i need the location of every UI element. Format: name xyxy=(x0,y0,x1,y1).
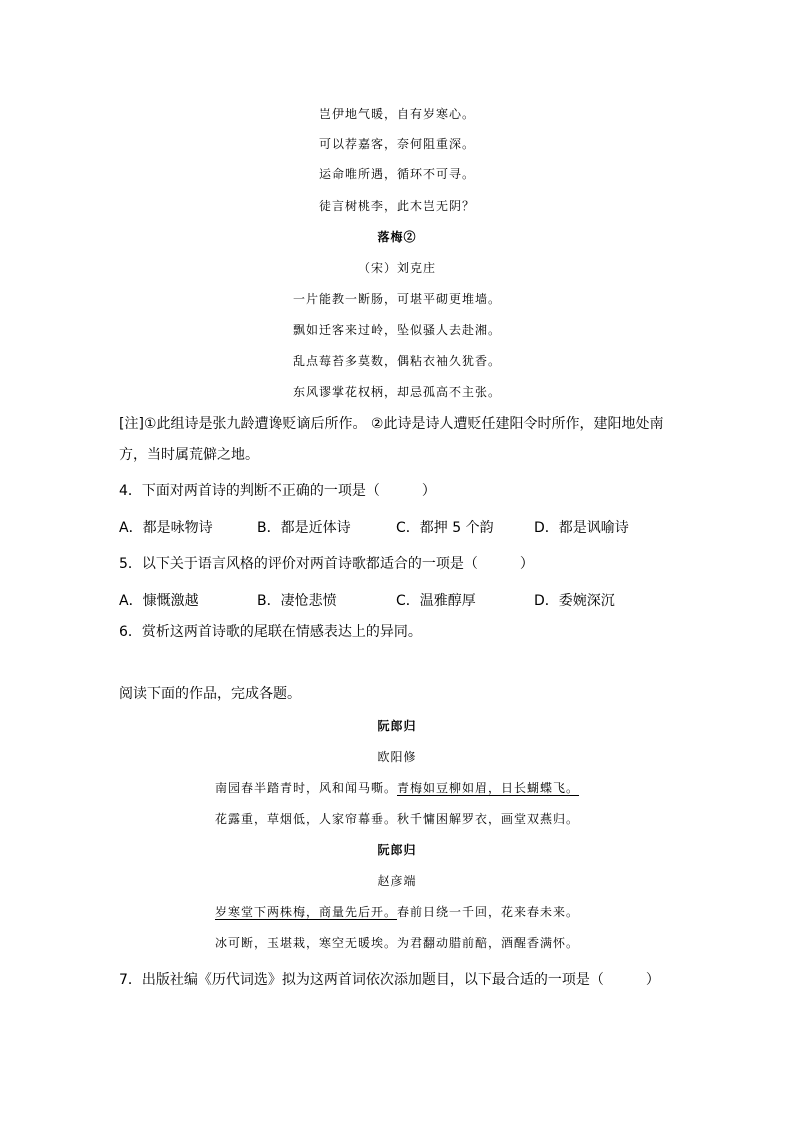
question-6-stem: 6．赏析这两首诗歌的尾联在情感表达上的异同。 xyxy=(119,624,422,640)
ci1-title: 阮郎归 xyxy=(377,719,417,733)
question-4-option-d: D．都是讽喻诗 xyxy=(534,520,629,536)
ci1-line-2: 花露重，草烟低，人家帘幕垂。秋千慵困解罗衣，画堂双燕归。 xyxy=(214,812,579,826)
question-5-option-d: D．委婉深沉 xyxy=(534,593,615,609)
note-line-1: [注]①此组诗是张九龄遭谗贬谪后所作。 ②此诗是诗人遭贬任建阳令时所作，建阳地处南 xyxy=(119,416,664,432)
question-4-stem: 4．下面对两首诗的判断不正确的一项是（ ） xyxy=(119,483,436,499)
question-4-option-a: A．都是咏物诗 xyxy=(119,520,213,536)
poem2-line-2: 飘如迁客来过岭，坠似骚人去赴湘。 xyxy=(292,323,501,337)
ci2-line-1-plain: 春前日绕一千回，花来春未来。 xyxy=(397,905,580,919)
poem1-line-2: 可以荐嘉客，奈何阻重深。 xyxy=(318,137,475,151)
ci2-line-1 xyxy=(0,906,794,918)
ci2-author: 赵彦端 xyxy=(377,874,417,888)
poem2-title: 落梅② xyxy=(377,230,417,244)
ci2-title: 阮郎归 xyxy=(377,843,417,857)
question-4-option-b: B．都是近体诗 xyxy=(257,520,351,536)
poem2-line-3: 乱点莓苔多莫数，偶粘衣袖久犹香。 xyxy=(292,354,501,368)
ci1-line-1 xyxy=(0,782,794,794)
poem2-line-1: 一片能教一断肠，可堪平砌更堆墙。 xyxy=(292,292,501,306)
poem1-line-4: 徒言树桃李，此木岂无阴？ xyxy=(318,199,475,213)
question-5-option-a: A．慷慨激越 xyxy=(119,593,199,609)
note-line-2: 方，当时属荒僻之地。 xyxy=(119,447,259,463)
ci1-line-1-plain: 南园春半踏青时，风和闻马嘶。 xyxy=(214,781,397,795)
question-5-stem: 5．以下关于语言风格的评价对两首诗歌都适合的一项是（ ） xyxy=(119,556,534,572)
poem2-author: （宋）刘克庄 xyxy=(357,261,436,275)
poem2-line-4: 东风谬掌花权柄，却忌孤高不主张。 xyxy=(292,385,501,399)
ci1-line-1-underlined: 青梅如豆柳如眉，日长蝴蝶飞。 xyxy=(397,781,580,795)
poem1-line-1: 岂伊地气暖，自有岁寒心。 xyxy=(318,107,475,121)
section-2-intro: 阅读下面的作品，完成各题。 xyxy=(119,686,301,702)
question-5-option-c: C．温雅醇厚 xyxy=(396,593,476,609)
ci1-author: 欧阳修 xyxy=(377,750,417,764)
question-5-option-b: B．凄怆悲愤 xyxy=(257,593,337,609)
poem1-line-3: 运命唯所遇，循环不可寻。 xyxy=(318,167,475,181)
question-7-stem: 7．出版社编《历代词选》拟为这两首词依次添加题目，以下最合适的一项是（ ） xyxy=(119,972,660,988)
ci2-line-2: 冰可断，玉堪栽，寒空无暖埃。为君翻动腊前醅，酒醒香满怀。 xyxy=(214,936,579,950)
ci2-line-1-underlined: 岁寒堂下两株梅，商量先后开。 xyxy=(214,905,397,919)
question-4-option-c: C．都押 5 个韵 xyxy=(396,520,494,536)
